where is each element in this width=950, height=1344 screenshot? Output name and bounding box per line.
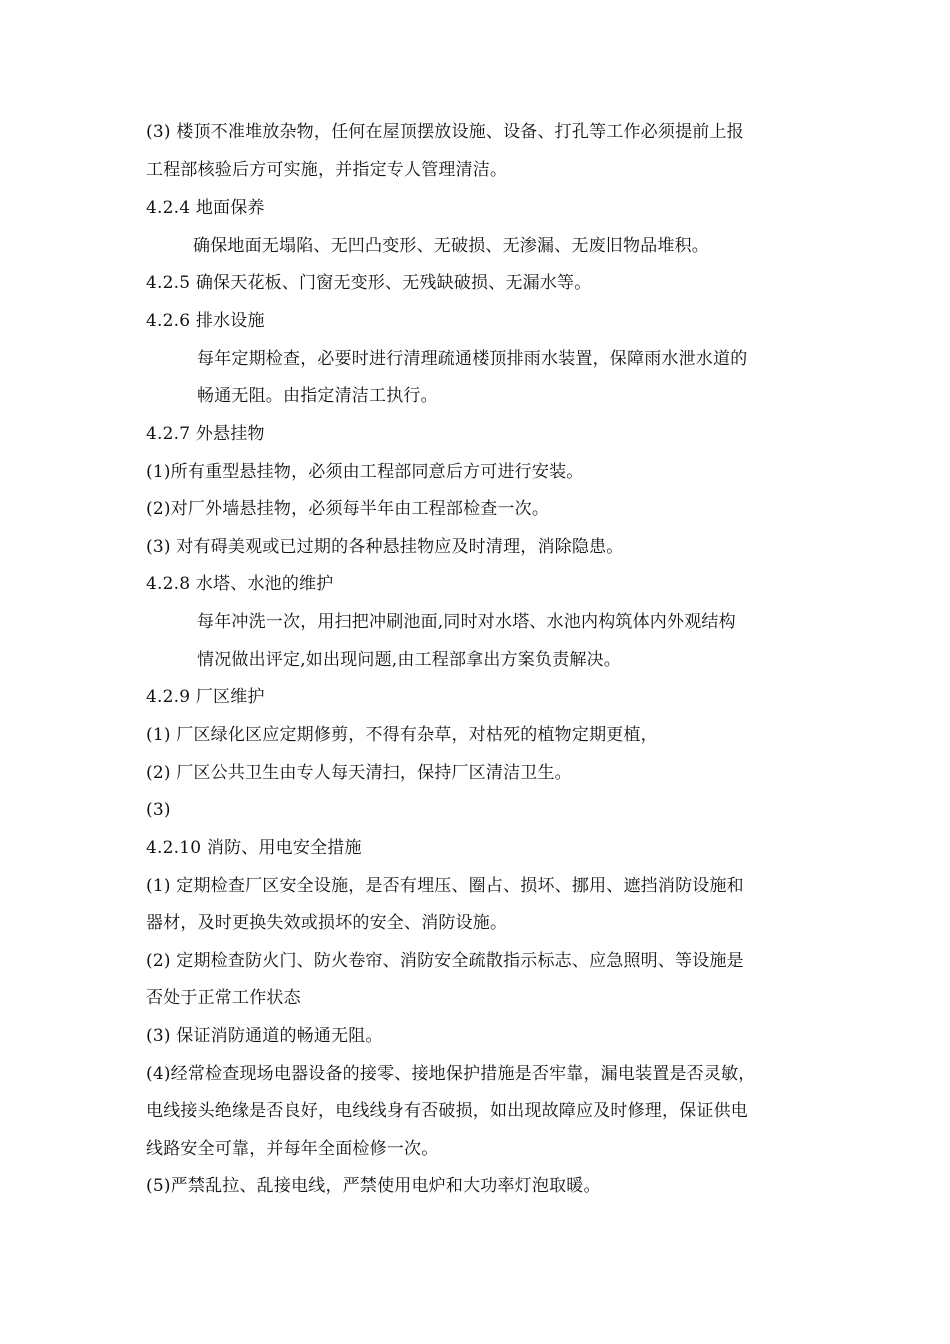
- list-item-hanging-1: (1)所有重型悬挂物，必须由工程部同意后方可进行安装。: [146, 462, 584, 482]
- paragraph-water-tower-2: 情况做出评定,如出现问题,由工程部拿出方案负责解决。: [197, 650, 622, 670]
- heading-4-2-6: 4.2.6 排水设施: [146, 311, 265, 331]
- paragraph-roof-1: (3) 楼顶不准堆放杂物，任何在屋顶摆放设施、设备、打孔等工作必须提前上报: [146, 122, 744, 142]
- paragraph-drainage-2: 畅通无阻。由指定清洁工执行。: [197, 386, 438, 406]
- paragraph-drainage-1: 每年定期检查，必要时进行清理疏通楼顶排雨水装置，保障雨水泄水道的: [197, 349, 748, 369]
- list-item-grounds-3: (3): [146, 800, 171, 820]
- list-item-hanging-2: (2)对厂外墙悬挂物，必须每半年由工程部检查一次。: [146, 499, 550, 519]
- heading-4-2-5: 4.2.5 确保天花板、门窗无变形、无残缺破损、无漏水等。: [146, 273, 592, 293]
- heading-4-2-7: 4.2.7 外悬挂物: [146, 424, 265, 444]
- list-item-safety-4b: 电线接头绝缘是否良好，电线线身有否破损，如出现故障应及时修理，保证供电: [146, 1101, 748, 1121]
- list-item-safety-5: (5)严禁乱拉、乱接电线，严禁使用电炉和大功率灯泡取暖。: [146, 1176, 601, 1196]
- list-item-safety-1a: (1) 定期检查厂区安全设施，是否有埋压、圈占、损坏、挪用、遮挡消防设施和: [146, 876, 744, 896]
- list-item-safety-2b: 否处于正常工作状态: [146, 988, 301, 1008]
- list-item-grounds-2: (2) 厂区公共卫生由专人每天清扫，保持厂区清洁卫生。: [146, 763, 572, 783]
- heading-4-2-10: 4.2.10 消防、用电安全措施: [146, 838, 362, 858]
- paragraph-water-tower-1: 每年冲洗一次，用扫把冲刷池面,同时对水塔、水池内构筑体内外观结构: [197, 612, 736, 632]
- list-item-safety-1b: 器材，及时更换失效或损坏的安全、消防设施。: [146, 913, 508, 933]
- heading-4-2-9: 4.2.9 厂区维护: [146, 687, 265, 707]
- list-item-safety-2a: (2) 定期检查防火门、防火卷帘、消防安全疏散指示标志、应急照明、等设施是: [146, 951, 744, 971]
- list-item-hanging-3: (3) 对有碍美观或已过期的各种悬挂物应及时清理，消除隐患。: [146, 537, 624, 557]
- list-item-safety-4c: 线路安全可靠，并每年全面检修一次。: [146, 1139, 439, 1159]
- heading-4-2-8: 4.2.8 水塔、水池的维护: [146, 574, 334, 594]
- paragraph-ground: 确保地面无塌陷、无凹凸变形、无破损、无渗漏、无废旧物品堆积。: [193, 236, 709, 256]
- list-item-safety-3: (3) 保证消防通道的畅通无阻。: [146, 1026, 383, 1046]
- paragraph-roof-2: 工程部核验后方可实施，并指定专人管理清洁。: [146, 160, 508, 180]
- list-item-grounds-1: (1) 厂区绿化区应定期修剪，不得有杂草，对枯死的植物定期更植，: [146, 725, 658, 745]
- heading-4-2-4: 4.2.4 地面保养: [146, 198, 265, 218]
- list-item-safety-4a: (4)经常检查现场电器设备的接零、接地保护措施是否牢靠，漏电装置是否灵敏，: [146, 1064, 756, 1084]
